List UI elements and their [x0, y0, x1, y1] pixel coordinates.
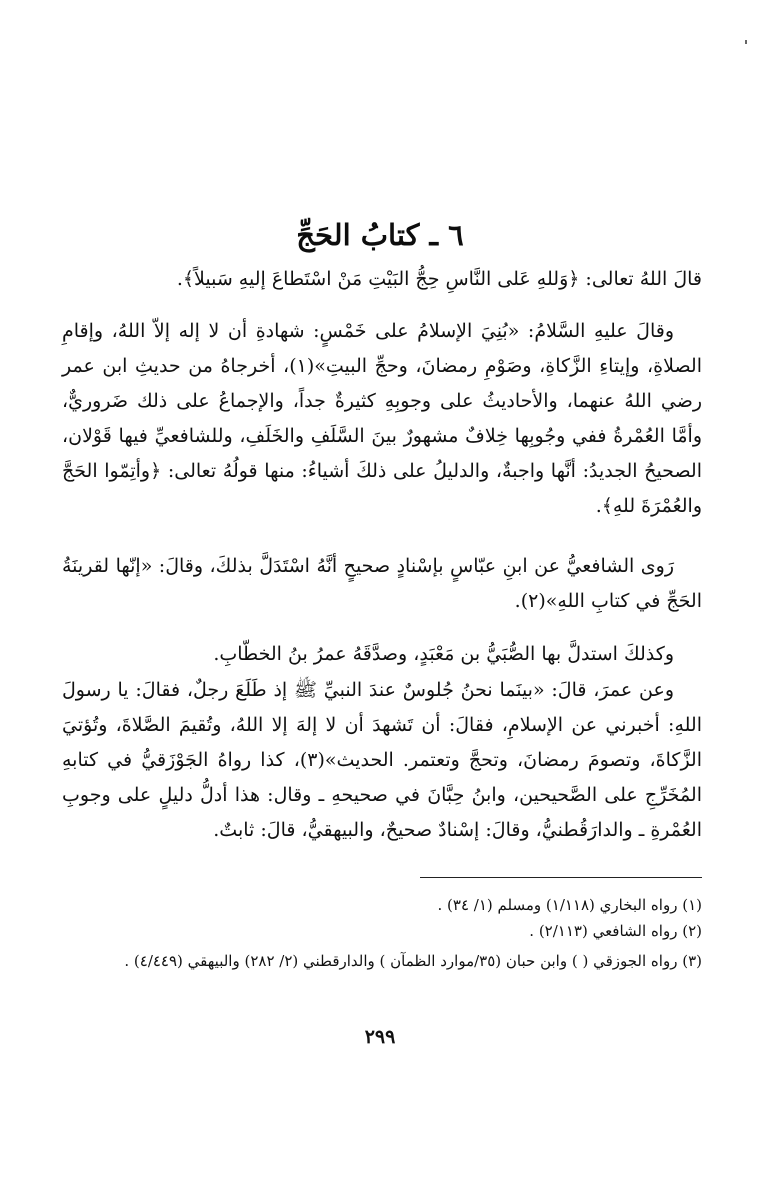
footnote-divider [420, 877, 702, 878]
page-number: ٢٩٩ [364, 1026, 396, 1048]
footnote-2: (٢) رواه الشافعي (٢/١١٣) . [529, 922, 702, 940]
paragraph-quran-verse: قالَ اللهُ تعالى: ﴿وَللهِ عَلى النَّاسِ حِجُّ البَيْتِ مَنْ اسْتَطاعَ إليهِ سَبيلاً﴾. [176, 268, 702, 290]
footnote-1: (١) رواه البخاري (١/١١٨) ومسلم (١/ ٣٤) . [437, 896, 702, 914]
paragraph-ibn-abbas: رَوى الشافعيُّ عن ابنِ عبّاسٍ بإسْنادٍ صحيحٍ أنَّهُ اسْتَدَلَّ بذلكَ، وقالَ: «إنّها لقرينَةُ الحَجِّ في كتابِ اللهِ»(٢). [62, 555, 702, 612]
scan-mark [745, 40, 747, 44]
paragraph-umar-hadith: وعن عمرَ، قالَ: «بينَما نحنُ جُلوسٌ عندَ النبيِّ ﷺ إذ طَلَعَ رجلٌ، فقالَ: يا رسولَ اللهِ: أخبرني عن الإسلامِ، فقالَ: أن تَشهدَ أن لا إلهَ إلا اللهُ، وتُقيمَ الصَّلاةَ، وتُؤتيَ الزَّكاةَ، وتصومَ رمضانَ، وتحجَّ وتعتمر. الحديث»(٣)، كذا رواهُ الجَوْزَقيُّ في كتابهِ المُخَرِّجِ على الصَّحيحين، وابنُ حِبَّانَ في صحيحهِ ـ وقال: هذا أدلُّ دليلٍ على وجوبِ العُمْرةِ ـ والدارَقُطنيُّ، وقالَ: إسْنادٌ صحيحٌ، والبيهقيُّ، قالَ: ثابتٌ. [62, 679, 702, 841]
paragraph-subay: وكذلكَ استدلَّ بها الصُّبَيُّ بن مَعْبَدٍ، وصدَّقَهُ عمرُ بنُ الخطّابِ. [213, 643, 674, 665]
chapter-title: ٦ ـ كتابُ الحَجِّ [296, 218, 464, 252]
footnote-3: (٣) رواه الجوزقي ( ) وابن حبان (٣٥/موارد الظمآن ) والدارقطني (٢/ ٢٨٢) والبيهقي (٤/٤٤٩) . [124, 952, 702, 970]
paragraph-pillars-hadith: وقالَ عليهِ السَّلامُ: «بُنِيَ الإسلامُ على خَمْسٍ: شهادةِ أن لا إله إلاّ اللهُ، وإقامِ الصلاةِ، وإيتاءِ الزَّكاةِ، وصَوْمِ رمضانَ، وحجِّ البيتِ»(١)، أخرجاهُ من حديثِ ابن عمر رضي اللهُ عنهما، والأحاديثُ على وجوبِهِ كثيرةٌ جداً، والإجماعُ على ذلك ضَروريٌّ، وأمَّا العُمْرةُ ففي وجُوبِها خِلافٌ مشهورٌ بينَ السَّلَفِ والخَلَفِ، وللشافعيِّ فيها قَوْلان، الصحيحُ الجديدُ: أنَّها واجبةٌ، والدليلُ على ذلكَ أشياءُ: منها قولُهُ تعالى: ﴿وأتِمّوا الحَجَّ والعُمْرَةَ للهِ﴾. [62, 320, 702, 517]
